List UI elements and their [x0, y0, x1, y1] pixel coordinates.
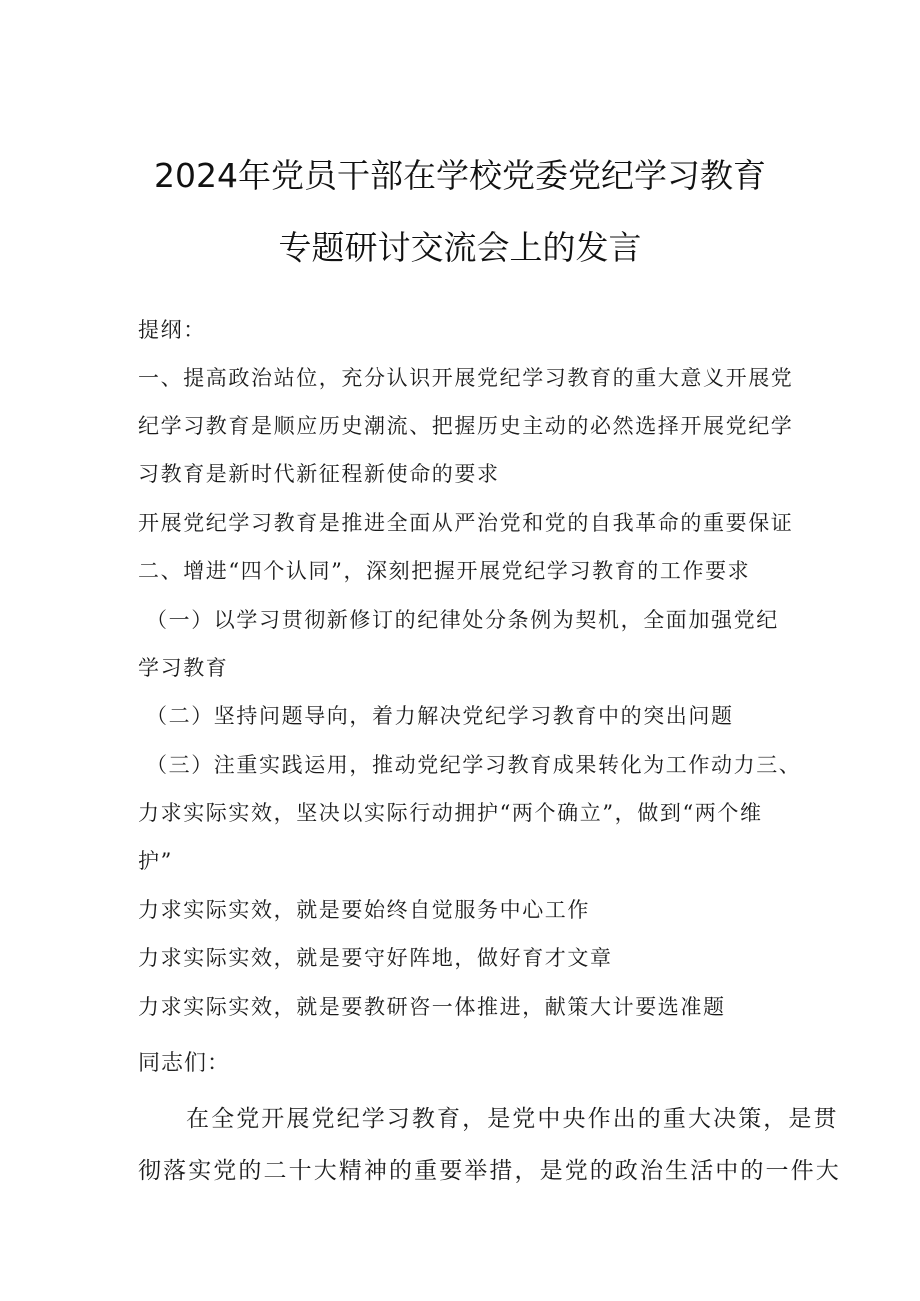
outline-line: （三）注重实践运用，推动党纪学习教育成果转化为工作动力三、 — [146, 753, 802, 777]
document-title-line-1: 2024年党员干部在学校党委党纪学习教育 — [154, 156, 766, 195]
outline-line: 力求实际实效，就是要始终自觉服务中心工作 — [138, 898, 590, 922]
body-paragraph-line: 彻落实党的二十大精神的重要举措，是党的政治生活中的一件大 — [138, 1158, 841, 1184]
outline-line: 开展党纪学习教育是推进全面从严治党和党的自我革命的重要保证 — [138, 511, 794, 535]
outline-line: 纪学习教育是顺应历史潮流、把握历史主动的必然选择开展党纪学 — [138, 414, 794, 438]
outline-heading: 提纲： — [138, 318, 206, 342]
outline-line: 一、提高政治站位，充分认识开展党纪学习教育的重大意义开展党 — [138, 366, 794, 390]
outline-line: 护” — [138, 849, 173, 873]
document-title-line-2: 专题研讨交流会上的发言 — [278, 228, 642, 267]
outline-line: 二、增进“四个认同”，深刻把握开展党纪学习教育的工作要求 — [138, 559, 751, 583]
salutation: 同志们： — [138, 1051, 231, 1076]
outline-line: 学习教育 — [138, 656, 229, 680]
outline-line: （二）坚持问题导向，着力解决党纪学习教育中的突出问题 — [146, 704, 734, 728]
outline-line: 力求实际实效，就是要教研咨一体推进，献策大计要选准题 — [138, 995, 726, 1019]
body-paragraph-line: 在全党开展党纪学习教育，是党中央作出的重大决策，是贯 — [186, 1106, 839, 1132]
outline-line: 习教育是新时代新征程新使命的要求 — [138, 462, 500, 486]
outline-line: （一）以学习贯彻新修订的纪律处分条例为契机，全面加强党纪 — [146, 608, 779, 632]
outline-line: 力求实际实效，就是要守好阵地，做好育才文章 — [138, 946, 613, 970]
outline-line: 力求实际实效，坚决以实际行动拥护“两个确立”，做到“两个维 — [138, 801, 763, 825]
